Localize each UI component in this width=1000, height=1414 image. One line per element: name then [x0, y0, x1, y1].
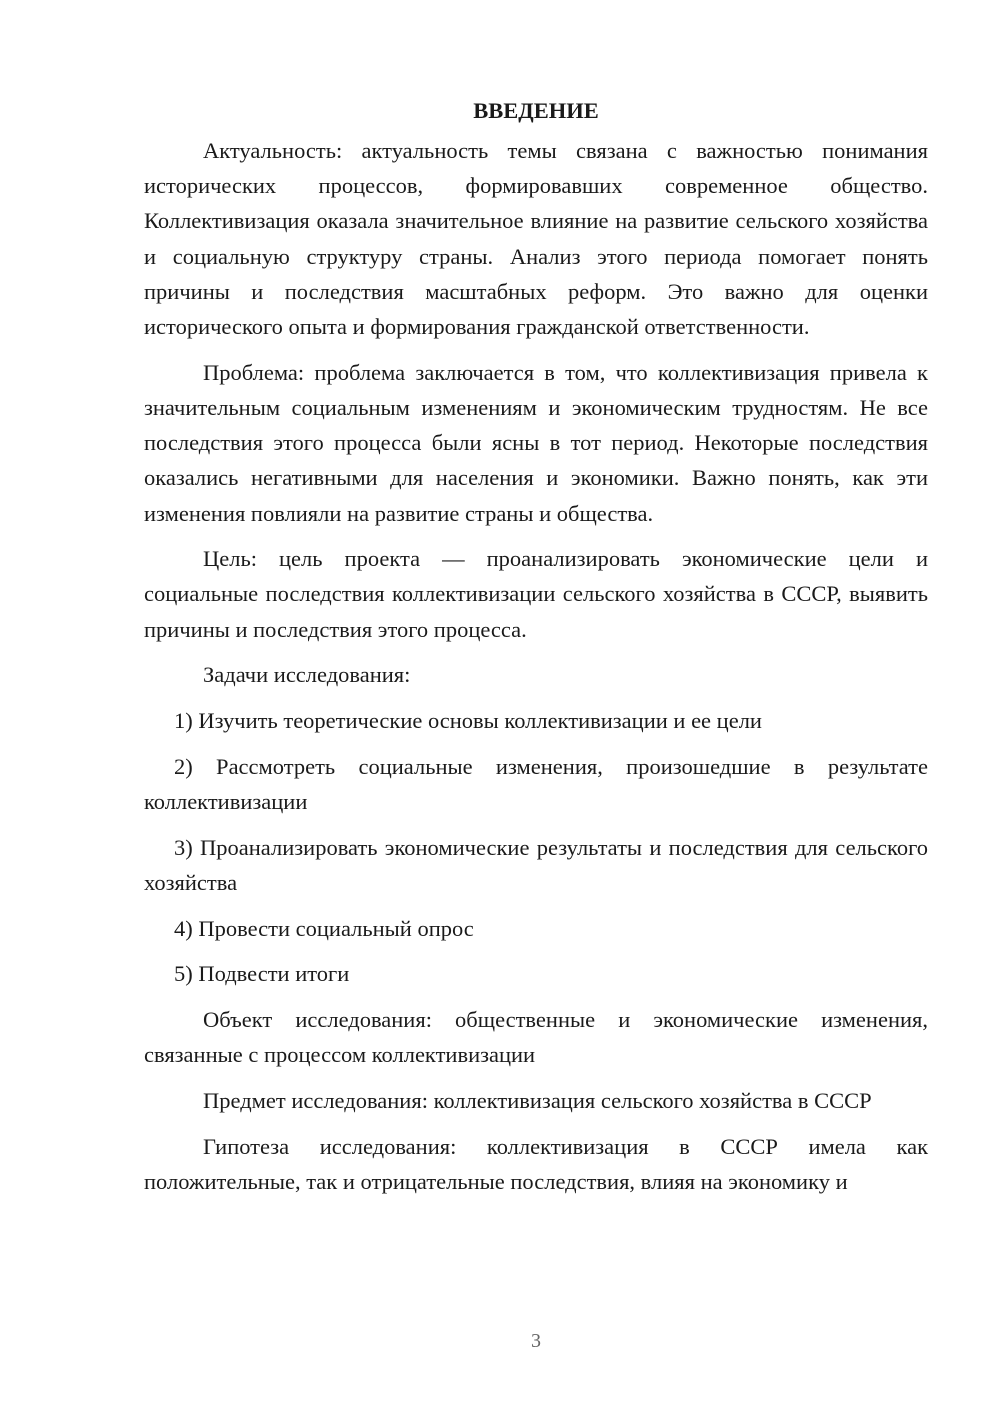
paragraph-hypothesis: Гипотеза исследования: коллективизация в СССР имела как положительные, так и отрицательные последствия, влияя на экономику и — [144, 1133, 928, 1194]
task-item-5: 5) Подвести итоги — [174, 961, 350, 987]
paragraph-subject: Предмет исследования: коллективизация сельского хозяйства в СССР — [203, 1087, 872, 1113]
task-item-4: 4) Провести социальный опрос — [174, 915, 474, 941]
page-content — [144, 92, 928, 1209]
page-number: 3 — [531, 1330, 541, 1352]
task-item-2: 2) Рассмотреть социальные изменения, произошедшие в результате коллективизации — [144, 753, 928, 814]
paragraph-relevance: Актуальность: актуальность темы связана с важностью понимания исторических процессов, формировавших современное общество. Коллективизация оказала значительное влияние на развитие сельского хозяйства и социальную структуру страны. Анализ этого периода помогает понять причины и последствия масштабных реформ. Это важно для оценки исторического опыта и формирования гражданской ответственности. — [144, 138, 928, 340]
task-item-1: 1) Изучить теоретические основы коллективизации и ее цели — [174, 708, 762, 734]
task-item-3: 3) Проанализировать экономические результаты и последствия для сельского хозяйства — [144, 834, 928, 895]
paragraph-tasks-intro: Задачи исследования: — [203, 662, 411, 688]
paragraph-goal: Цель: цель проекта — проанализировать экономические цели и социальные последствия коллективизации сельского хозяйства в СССР, выявить причины и последствия этого процесса. — [144, 546, 928, 642]
paragraph-object: Объект исследования: общественные и экономические изменения, связанные с процессом коллективизации — [144, 1006, 928, 1068]
page-heading: ВВЕДЕНИЕ — [473, 98, 599, 123]
paragraph-problem: Проблема: проблема заключается в том, что коллективизация привела к значительным социальным изменениям и экономическим трудностям. Не все последствия этого процесса были ясны в тот период. Некоторые последствия оказались негативными для населения и экономики. Важно понять, как эти изменения повлияли на развитие страны и общества. — [144, 359, 928, 526]
